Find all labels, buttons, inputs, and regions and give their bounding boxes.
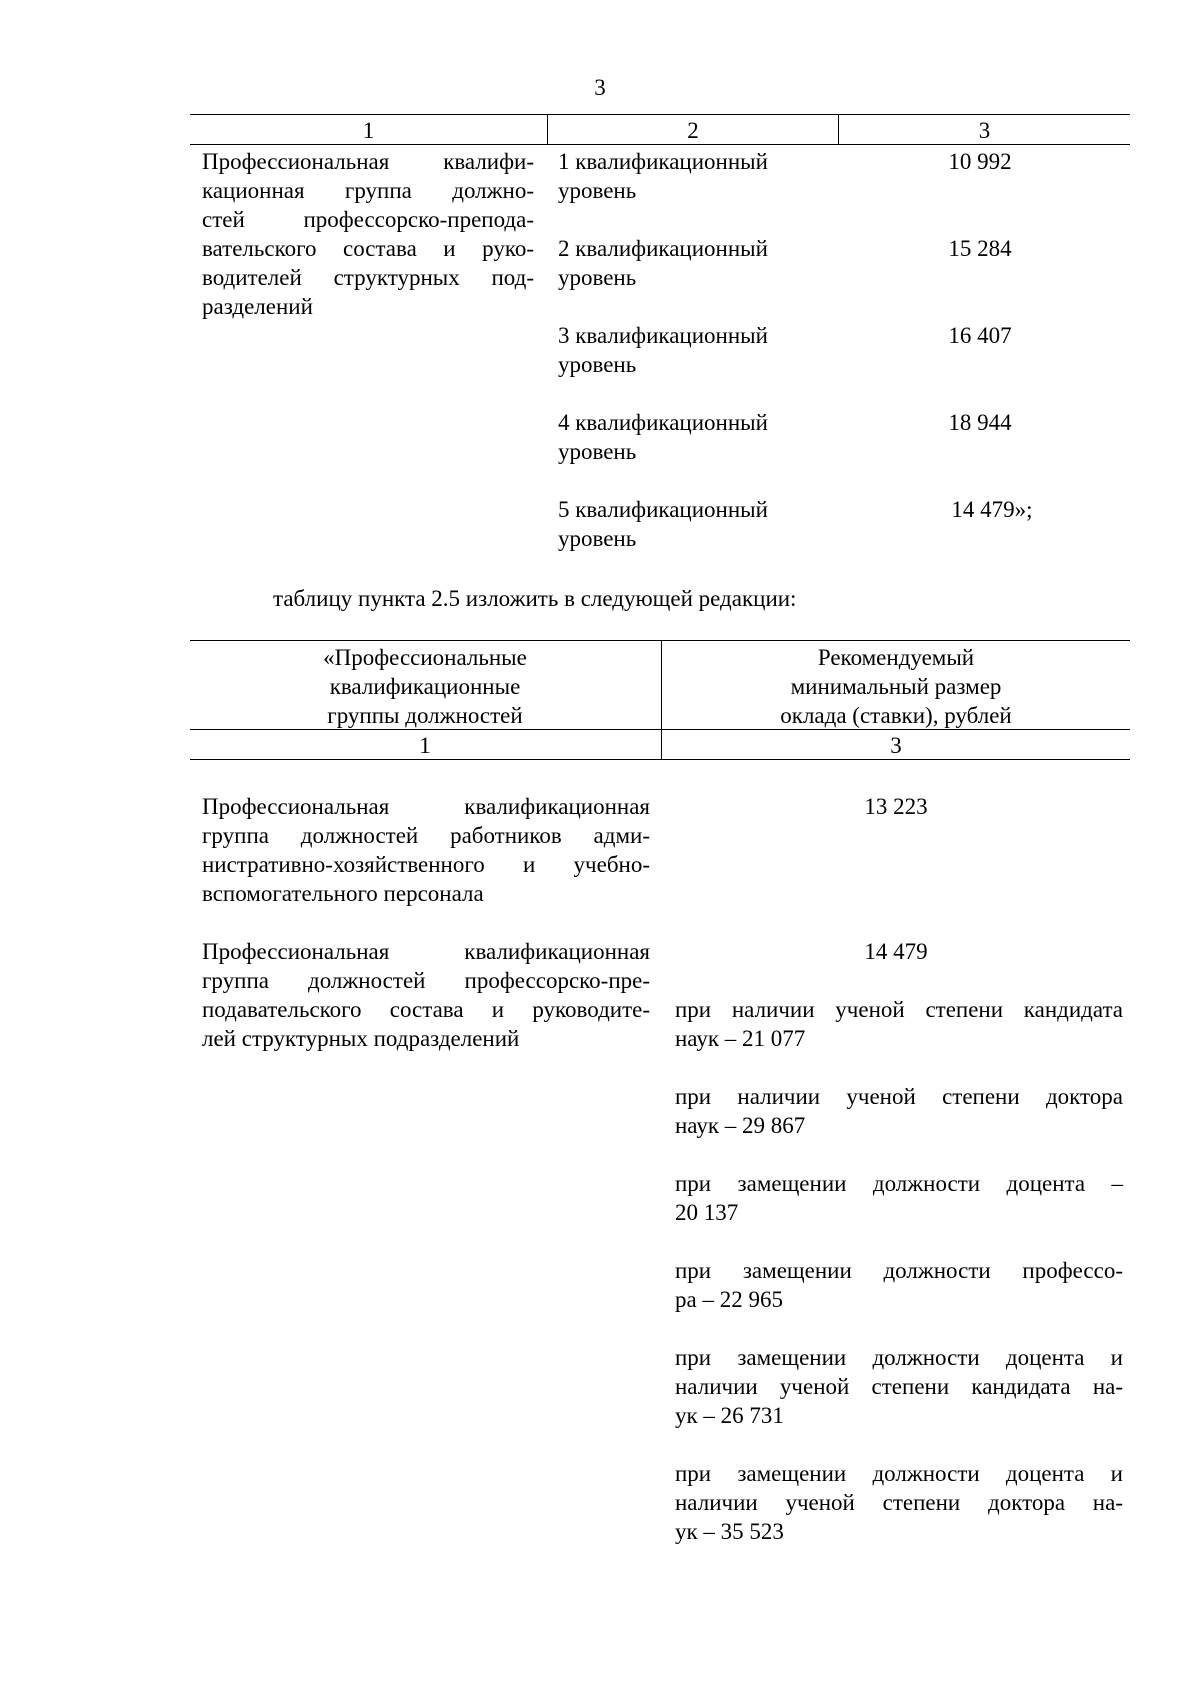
table-2-num-left: 1 (419, 733, 431, 758)
table-1-top-border (190, 114, 1130, 115)
group-line: нистративно-хозяйственного и учебно- (202, 852, 650, 877)
note-line: ра – 22 965 (675, 1287, 783, 1312)
table-2-header-left (190, 643, 660, 730)
note-line: при наличии ученой степени кандидата (675, 997, 1123, 1022)
note-line: при замещении должности профессо- (675, 1258, 1123, 1283)
level-label: 5 квалификационный (558, 497, 768, 522)
header-line: «Профессиональные (323, 645, 527, 670)
salary-note (675, 1169, 1123, 1227)
salary-value: 14 479»; (951, 497, 1033, 522)
salary-note (675, 995, 1123, 1053)
salary-value: 15 284 (948, 236, 1012, 261)
note-line: наличии ученой степени кандидата на- (675, 1374, 1123, 1399)
salary-note (675, 1459, 1123, 1546)
table-2-row-2-value: 14 479 (864, 939, 928, 964)
header-line: оклада (ставки), рублей (780, 703, 1012, 728)
header-line: группы должностей (327, 703, 523, 728)
group-line: Профессиональная квалификационная (202, 794, 650, 819)
level-label: 3 квалификационный (558, 323, 768, 348)
salary-value: 10 992 (948, 149, 1012, 174)
header-line: минимальный размер (790, 674, 1002, 699)
header-line: Рекомендуемый (817, 645, 975, 670)
note-line: при замещении должности доцента – (675, 1171, 1123, 1196)
level-label: 2 квалификационный (558, 236, 768, 261)
level-label: 1 квалификационный (558, 149, 768, 174)
note-line: наук – 21 077 (675, 1026, 806, 1051)
table-row-level-3 (558, 321, 818, 379)
table-row-level-2 (558, 234, 818, 292)
table-1-header-col-2: 2 (687, 118, 699, 143)
salary-value: 18 944 (948, 410, 1012, 435)
note-line: ук – 35 523 (675, 1519, 784, 1544)
table-1-header-col-3: 3 (978, 118, 991, 143)
salary-value: 16 407 (948, 323, 1012, 348)
level-label: 4 квалификационный (558, 410, 768, 435)
group-line: Профессиональная квалификационная (202, 939, 650, 964)
level-label: уровень (558, 178, 637, 203)
table-row-level-4 (558, 408, 818, 466)
salary-note (675, 1256, 1123, 1314)
note-line: наук – 29 867 (675, 1113, 806, 1138)
table-2-num-right: 3 (890, 733, 902, 758)
table-row-level-5 (558, 495, 818, 553)
group-name-line: водителей структурных под- (202, 265, 534, 290)
table-2-row-2-group (202, 937, 650, 1053)
salary-note (675, 1082, 1123, 1140)
group-name-line: Профессиональная квалифи- (202, 149, 534, 174)
page-number: 3 (594, 75, 606, 100)
group-name-line: вательского состава и руко- (202, 236, 534, 261)
table-1-group-name (202, 147, 534, 321)
note-line: наличии ученой степени доктора на- (675, 1490, 1123, 1515)
level-label: уровень (558, 526, 637, 551)
group-name-line: кационная группа должно- (202, 178, 534, 203)
table-2-top-border (190, 640, 1130, 641)
table-2-header-right (662, 643, 1130, 730)
intro-paragraph: таблицу пункта 2.5 изложить в следующей редакции: (273, 586, 797, 611)
table-2-row-1-group (202, 792, 650, 908)
table-2-row-1-value: 13 223 (864, 794, 928, 819)
table-1-header-col-1: 1 (362, 118, 375, 143)
salary-note (675, 1343, 1123, 1430)
group-line: лей структурных подразделений (202, 1026, 520, 1051)
level-label: уровень (558, 265, 637, 290)
level-label: уровень (558, 352, 637, 377)
group-line: группа должностей работников адми- (202, 823, 650, 848)
header-line: квалификационные (329, 674, 521, 699)
note-line: при наличии ученой степени доктора (675, 1084, 1123, 1109)
note-line: 20 137 (675, 1200, 739, 1225)
group-line: группа должностей профессорско-пре- (202, 968, 650, 993)
group-line: вспомогательного персонала (202, 881, 484, 906)
note-line: при замещении должности доцента и (675, 1345, 1123, 1370)
table-row-level-1 (558, 147, 818, 205)
note-line: ук – 26 731 (675, 1403, 784, 1428)
level-label: уровень (558, 439, 637, 464)
note-line: при замещении должности доцента и (675, 1461, 1123, 1486)
group-name-line: стей профессорско-препода- (202, 207, 534, 232)
group-name-line: разделений (202, 294, 313, 319)
group-line: подавательского состава и руководите- (202, 997, 650, 1022)
